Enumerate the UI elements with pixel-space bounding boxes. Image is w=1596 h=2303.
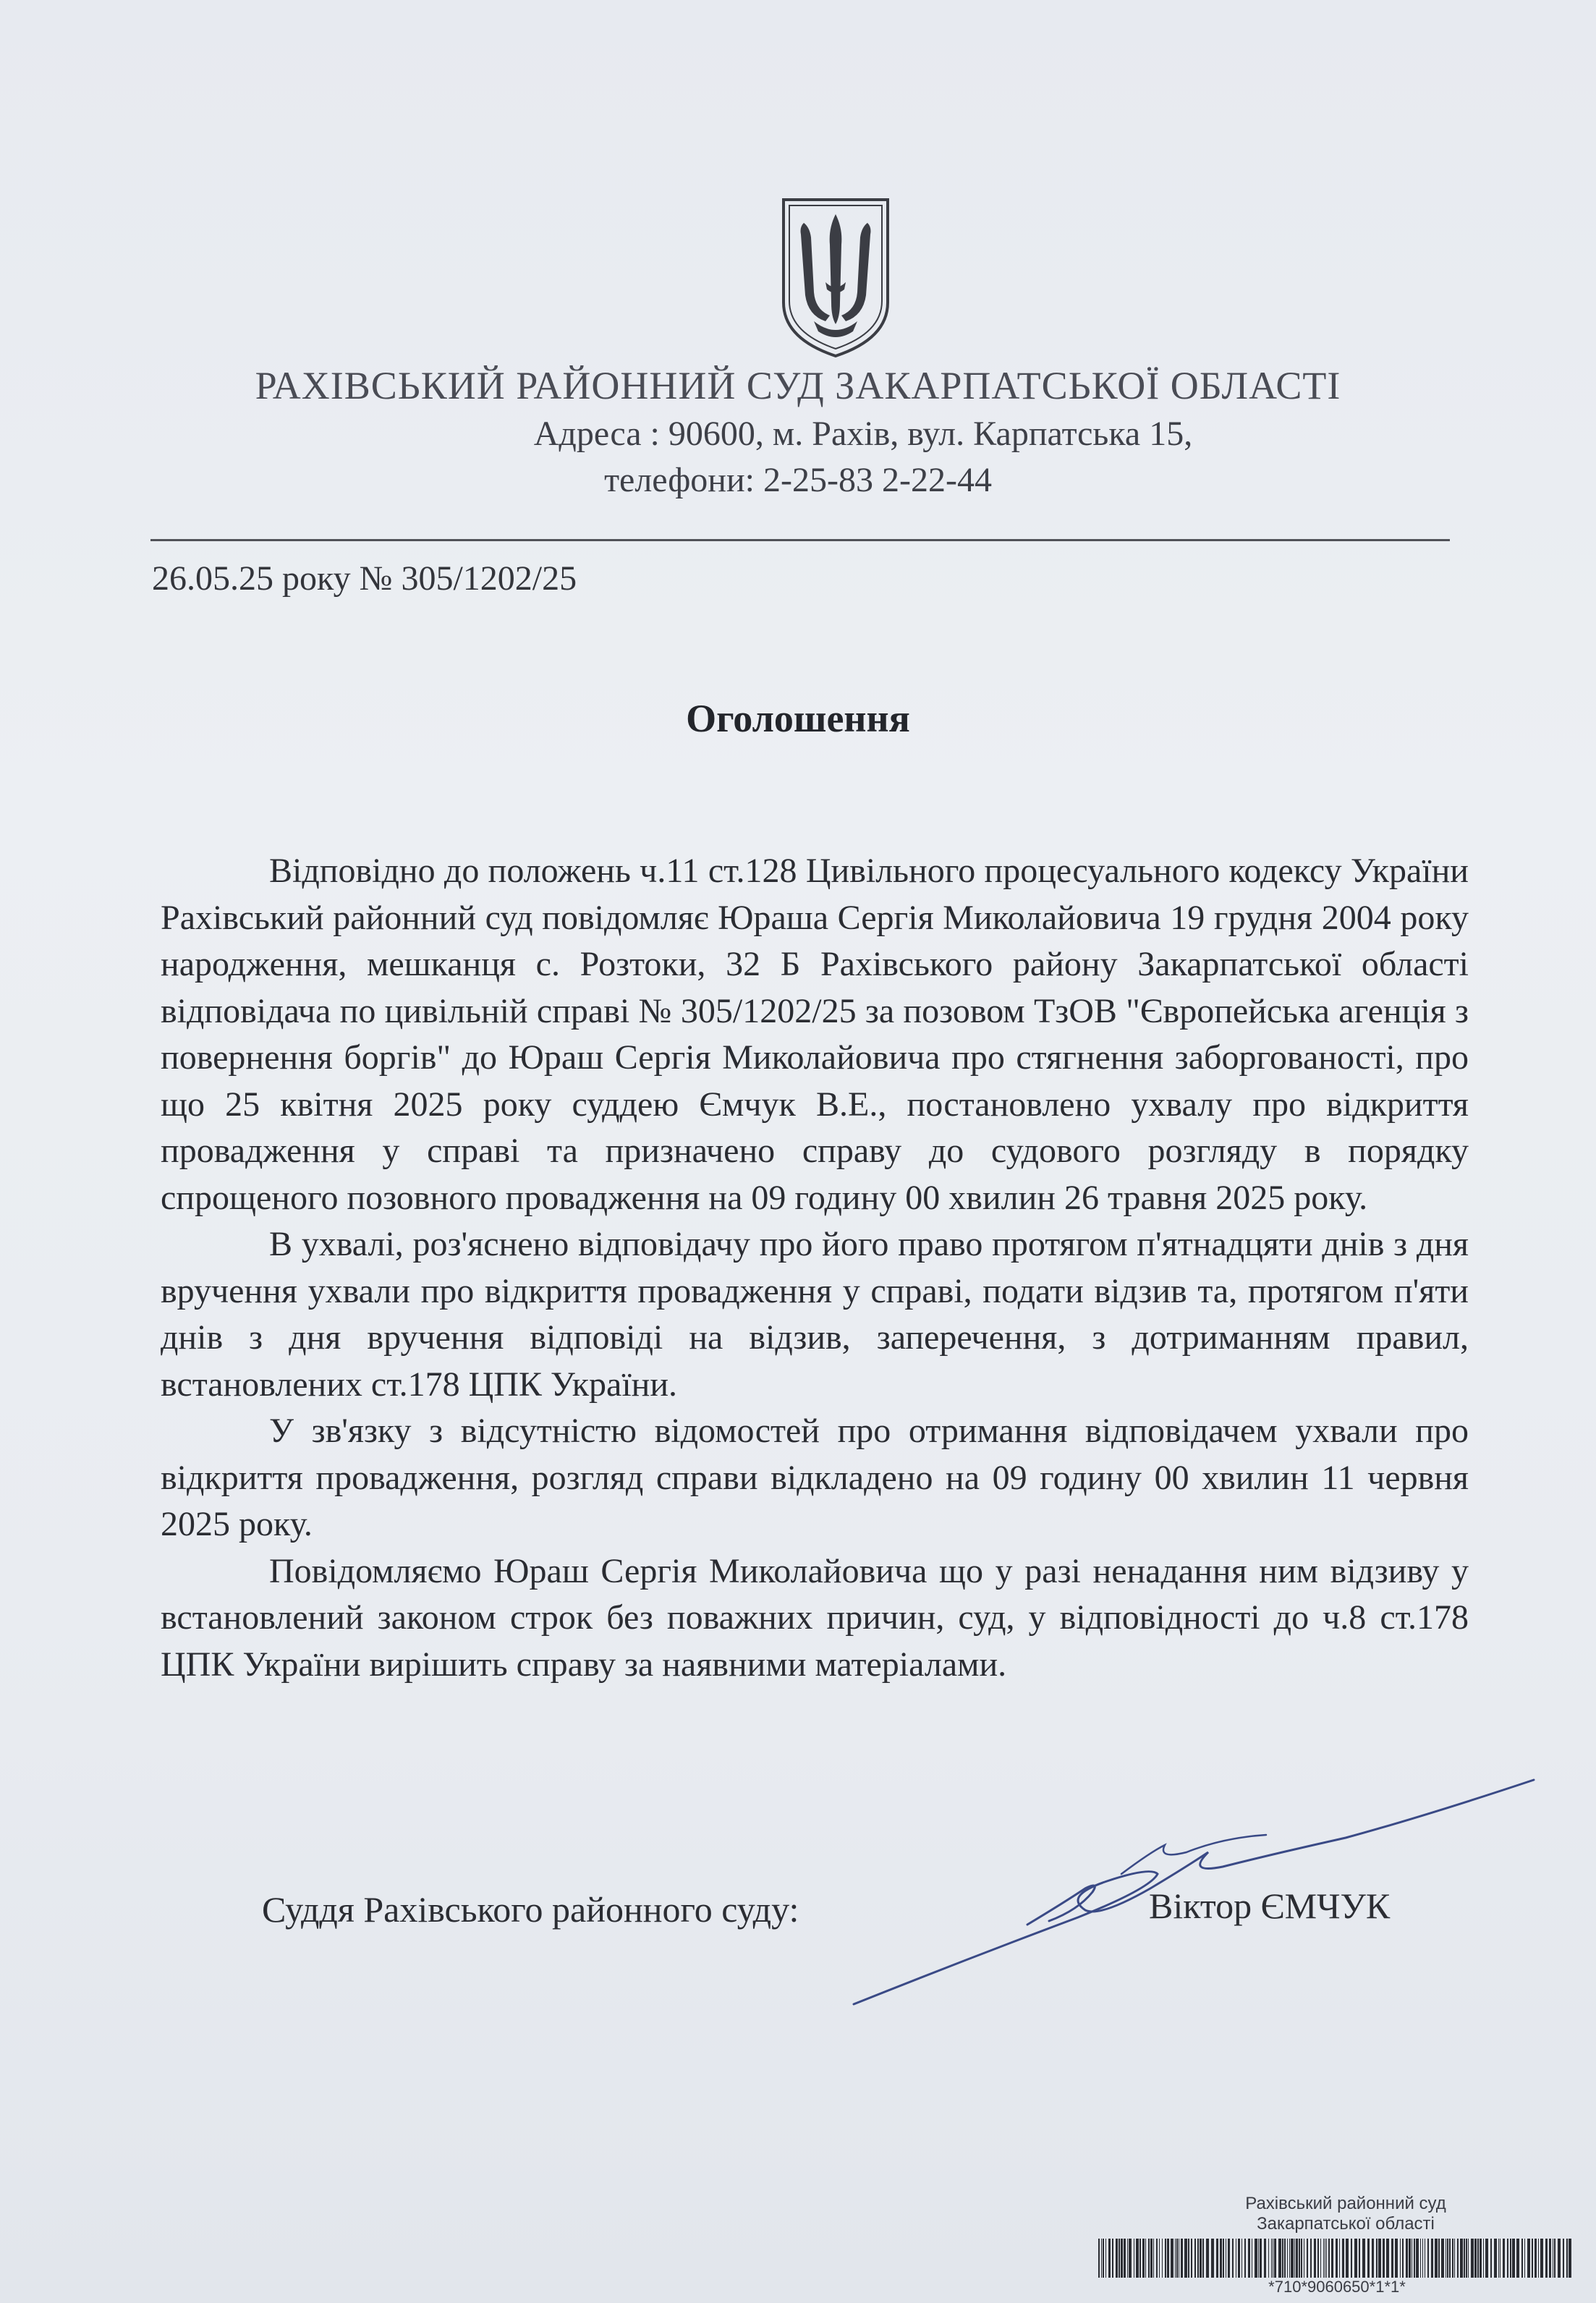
barcode-bar xyxy=(1291,2239,1294,2278)
barcode-bar xyxy=(1540,2239,1543,2278)
barcode-bar xyxy=(1139,2239,1141,2278)
document-title: Оголошення xyxy=(686,697,910,740)
barcode-bar xyxy=(1460,2239,1463,2278)
barcode-bar xyxy=(1438,2239,1440,2278)
barcode-bar xyxy=(1284,2239,1286,2278)
barcode-bar xyxy=(1383,2239,1385,2278)
barcode xyxy=(1098,2239,1576,2278)
barcode-bar xyxy=(1223,2239,1224,2278)
barcode-bar xyxy=(1521,2239,1523,2278)
barcode-bar xyxy=(1299,2239,1300,2278)
barcode-bar xyxy=(1145,2239,1146,2278)
barcode-bar xyxy=(1447,2239,1448,2278)
barcode-bar xyxy=(1362,2239,1365,2278)
barcode-bar xyxy=(1328,2239,1330,2278)
barcode-bar xyxy=(1554,2239,1555,2278)
barcode-bar xyxy=(1260,2239,1262,2278)
barcode-bar xyxy=(1320,2239,1321,2278)
barcode-bar xyxy=(1216,2239,1218,2278)
barcode-bar xyxy=(1159,2239,1160,2278)
barcode-bar xyxy=(1238,2239,1240,2278)
barcode-bar xyxy=(1500,2239,1501,2278)
barcode-bar xyxy=(1422,2239,1423,2278)
barcode-bar xyxy=(1317,2239,1319,2278)
barcode-bar xyxy=(1524,2239,1525,2278)
barcode-bar xyxy=(1391,2239,1393,2278)
barcode-bar xyxy=(1494,2239,1497,2278)
barcode-bar xyxy=(1490,2239,1492,2278)
barcode-bar xyxy=(1346,2239,1349,2278)
barcode-bar xyxy=(1211,2239,1214,2278)
barcode-bar xyxy=(1516,2239,1519,2278)
barcode-bar xyxy=(1098,2239,1100,2278)
barcode-bar xyxy=(1477,2239,1479,2278)
barcode-bar xyxy=(1354,2239,1357,2278)
barcode-bar xyxy=(1331,2239,1333,2278)
barcode-bar xyxy=(1441,2239,1444,2278)
date-and-case-number: 26.05.25 року № 305/1202/25 xyxy=(152,559,577,598)
barcode-bar xyxy=(1435,2239,1438,2278)
barcode-bar xyxy=(1416,2239,1419,2278)
barcode-bar xyxy=(1323,2239,1324,2278)
barcode-bar xyxy=(1452,2239,1453,2278)
barcode-bar xyxy=(1372,2239,1374,2278)
barcode-bar xyxy=(1264,2239,1266,2278)
barcode-number: *710*9060650*1*1* xyxy=(1268,2278,1406,2296)
barcode-bar xyxy=(1232,2239,1234,2278)
barcode-bar xyxy=(1220,2239,1222,2278)
signer-name: Віктор ЄМЧУК xyxy=(1149,1886,1391,1926)
barcode-bar xyxy=(1197,2239,1199,2278)
barcode-bar xyxy=(1287,2239,1288,2278)
barcode-bar xyxy=(1121,2239,1123,2278)
barcode-bar xyxy=(1176,2239,1178,2278)
barcode-bar xyxy=(1171,2239,1173,2278)
barcode-bar xyxy=(1105,2239,1106,2278)
barcode-bar xyxy=(1129,2239,1132,2278)
barcode-bar xyxy=(1532,2239,1533,2278)
barcode-bar xyxy=(1545,2239,1548,2278)
barcode-bar xyxy=(1510,2239,1511,2278)
barcode-bar xyxy=(1255,2239,1257,2278)
barcode-bar xyxy=(1457,2239,1459,2278)
barcode-bar xyxy=(1119,2239,1120,2278)
barcode-bar xyxy=(1527,2239,1530,2278)
barcode-bar xyxy=(1228,2239,1230,2278)
barcode-bar xyxy=(1150,2239,1153,2278)
barcode-bar xyxy=(1367,2239,1370,2278)
barcode-bar xyxy=(1483,2239,1484,2278)
header-divider xyxy=(150,539,1450,541)
barcode-bar xyxy=(1162,2239,1163,2278)
barcode-bar xyxy=(1241,2239,1242,2278)
barcode-bar xyxy=(1289,2239,1290,2278)
barcode-bar xyxy=(1103,2239,1104,2278)
barcode-bar xyxy=(1480,2239,1482,2278)
barcode-bar xyxy=(1409,2239,1411,2278)
barcode-bar xyxy=(1395,2239,1398,2278)
barcode-bar xyxy=(1156,2239,1158,2278)
barcode-bar xyxy=(1206,2239,1209,2278)
barcode-bar xyxy=(1142,2239,1145,2278)
barcode-bar xyxy=(1402,2239,1404,2278)
stamp-line: Рахівський районний суд xyxy=(1245,2194,1446,2213)
barcode-bar xyxy=(1569,2239,1571,2278)
barcode-bar xyxy=(1498,2239,1499,2278)
barcode-bar xyxy=(1101,2239,1102,2278)
barcode-bar xyxy=(1310,2239,1312,2278)
barcode-bar xyxy=(1167,2239,1169,2278)
barcode-bar xyxy=(1538,2239,1539,2278)
barcode-bar xyxy=(1296,2239,1298,2278)
barcode-bar xyxy=(1503,2239,1505,2278)
barcode-bar xyxy=(1558,2239,1561,2278)
barcode-bar xyxy=(1294,2239,1295,2278)
barcode-bar xyxy=(1406,2239,1408,2278)
barcode-bar xyxy=(1485,2239,1488,2278)
barcode-bar xyxy=(1202,2239,1204,2278)
barcode-bar xyxy=(1165,2239,1166,2278)
body-paragraph: Повідомляємо Юраш Сергія Миколайовича що у разі ненадання ним відзиву у встановлений законом строк без поважних причин, суд, у відповідності до ч.8 ст.178 ЦПК України вирішить справу за наявними матеріалами. xyxy=(161,1551,1469,1684)
barcode-bar xyxy=(1376,2239,1378,2278)
barcode-bar xyxy=(1359,2239,1360,2278)
barcode-bar xyxy=(1258,2239,1259,2278)
barcode-bar xyxy=(1378,2239,1381,2278)
stamp-line: Закарпатської області xyxy=(1257,2214,1435,2234)
barcode-bar xyxy=(1351,2239,1352,2278)
barcode-bar xyxy=(1464,2239,1465,2278)
barcode-bar xyxy=(1244,2239,1246,2278)
barcode-bar xyxy=(1116,2239,1118,2278)
barcode-bar xyxy=(1507,2239,1508,2278)
barcode-bar xyxy=(1314,2239,1316,2278)
barcode-bar xyxy=(1563,2239,1564,2278)
barcode-bar xyxy=(1184,2239,1187,2278)
barcode-bar xyxy=(1339,2239,1340,2278)
court-address: Адреса : 90600, м. Рахів, вул. Карпатська 15, xyxy=(533,415,1193,453)
barcode-bar xyxy=(1468,2239,1469,2278)
barcode-bar xyxy=(1466,2239,1467,2278)
barcode-bar xyxy=(1342,2239,1344,2278)
barcode-bar xyxy=(1474,2239,1477,2278)
barcode-bar xyxy=(1566,2239,1568,2278)
barcode-bar xyxy=(1200,2239,1202,2278)
barcode-bar xyxy=(1248,2239,1250,2278)
document-body xyxy=(161,848,1469,1688)
court-phones: телефони: 2-25-83 2-22-44 xyxy=(604,461,992,499)
barcode-bar xyxy=(1175,2239,1176,2278)
barcode-bar xyxy=(1136,2239,1139,2278)
barcode-bar xyxy=(1336,2239,1338,2278)
court-name: РАХІВСЬКИЙ РАЙОННИЙ СУД ЗАКАРПАТСЬКОЇ ОБЛАСТІ xyxy=(255,364,1341,407)
barcode-bar xyxy=(1420,2239,1421,2278)
body-paragraph: В ухвалі, роз'яснено відповідачу про його право протягом п'ятнадцяти днів з дня вручення ухвали про відкриття провадження у справі, подати відзив та, протягом п'яти днів з дня вручення відповіді на відзив, заперечення, з дотриманням правил, встановлених ст.178 ЦПК України. xyxy=(161,1225,1469,1404)
barcode-bar xyxy=(1535,2239,1537,2278)
barcode-bar xyxy=(1181,2239,1183,2278)
barcode-bar xyxy=(1386,2239,1389,2278)
barcode-bar xyxy=(1188,2239,1189,2278)
trident-coat-of-arms-icon xyxy=(778,194,893,360)
barcode-bar xyxy=(1400,2239,1401,2278)
barcode-bar xyxy=(1512,2239,1515,2278)
barcode-bar xyxy=(1414,2239,1415,2278)
body-paragraph: У зв'язку з відсутністю відомостей про отримання відповідачем ухвали про відкриття провадження, розгляд справи відкладено на 09 годину 00 хвилин 11 червня 2025 року. xyxy=(161,1412,1469,1543)
barcode-bar xyxy=(1194,2239,1196,2278)
barcode-bar xyxy=(1191,2239,1192,2278)
barcode-bar xyxy=(1278,2239,1281,2278)
barcode-bar xyxy=(1124,2239,1126,2278)
barcode-bar xyxy=(1326,2239,1327,2278)
barcode-bar xyxy=(1307,2239,1308,2278)
barcode-bar xyxy=(1449,2239,1451,2278)
barcode-bar xyxy=(1471,2239,1474,2278)
body-paragraph: Відповідно до положень ч.11 ст.128 Цивільного процесуального кодексу України Рахівський районний суд повідомляє Юраша Сергія Миколайовича 19 грудня 2004 року народження, мешканця с. Розтоки, 32 Б Рахівського району Закарпатської області відповідача по цивільній справі № 305/1202/25 за позовом ТзОВ "Європейська агенція з повернення боргів" до Юраш Сергія Миколайовича про стягнення заборгованості, про що 25 квітня 2025 року суддею Ємчук В.Е., постановлено ухвалу про відкриття провадження у справі та призначено справу до судового розгляду в порядку спрощеного позовного провадження на 09 годину 00 хвилин 26 травня 2025 року. xyxy=(161,852,1469,1217)
barcode-bar xyxy=(1301,2239,1302,2278)
barcode-bar xyxy=(1282,2239,1283,2278)
barcode-bar xyxy=(1271,2239,1272,2278)
registration-stamp xyxy=(1179,2194,1512,2234)
barcode-bar xyxy=(1549,2239,1551,2278)
signature-label: Суддя Рахівського районного суду: xyxy=(262,1889,799,1930)
barcode-bar xyxy=(1112,2239,1113,2278)
barcode-bar xyxy=(1427,2239,1429,2278)
barcode-bar xyxy=(1431,2239,1433,2278)
barcode-bar xyxy=(1268,2239,1269,2278)
barcode-bar xyxy=(1108,2239,1111,2278)
barcode-bar xyxy=(1454,2239,1455,2278)
barcode-bar xyxy=(1153,2239,1154,2278)
barcode-bar xyxy=(1148,2239,1150,2278)
barcode-bar xyxy=(1127,2239,1128,2278)
barcode-bar xyxy=(1274,2239,1276,2278)
